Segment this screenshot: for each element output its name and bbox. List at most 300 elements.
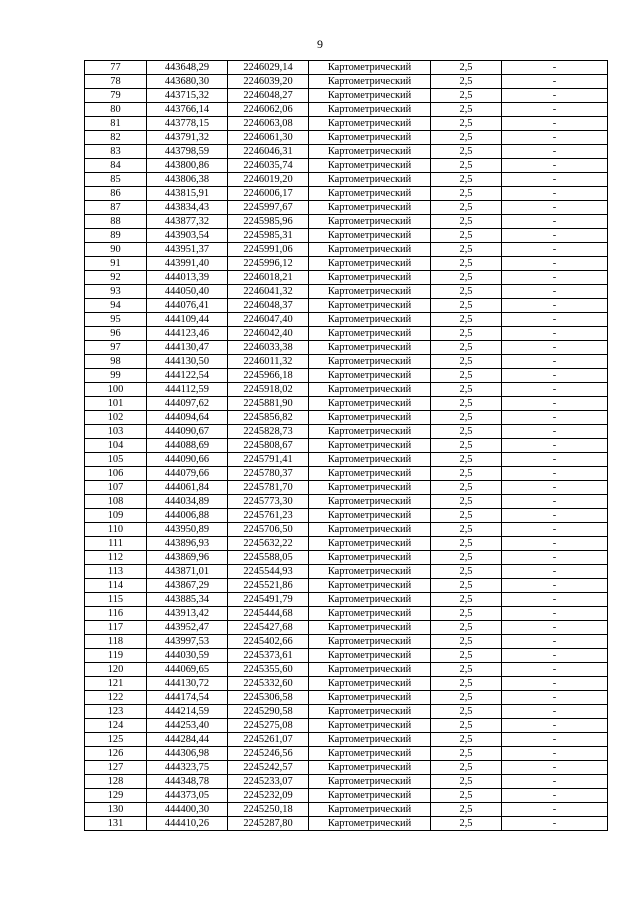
table-row [85, 89, 608, 103]
method-cell: Картометрический [309, 159, 431, 173]
method-cell: Картометрический [309, 747, 431, 761]
accuracy-cell: 2,5 [431, 215, 502, 229]
accuracy-cell: 2,5 [431, 411, 502, 425]
table-row [85, 201, 608, 215]
point-number-cell: 101 [85, 397, 147, 411]
page-number: 9 [317, 37, 323, 51]
x-coordinate-cell: 443950,89 [147, 523, 228, 537]
table-row [85, 173, 608, 187]
method-cell: Картометрический [309, 131, 431, 145]
accuracy-cell: 2,5 [431, 649, 502, 663]
method-cell: Картометрический [309, 103, 431, 117]
accuracy-cell: 2,5 [431, 313, 502, 327]
point-number-cell: 112 [85, 551, 147, 565]
point-number-cell: 113 [85, 565, 147, 579]
point-number-cell: 108 [85, 495, 147, 509]
description-cell: - [502, 355, 608, 369]
method-cell: Картометрический [309, 439, 431, 453]
method-cell: Картометрический [309, 593, 431, 607]
description-cell: - [502, 159, 608, 173]
method-cell: Картометрический [309, 607, 431, 621]
point-number-cell: 87 [85, 201, 147, 215]
table-row [85, 649, 608, 663]
x-coordinate-cell: 444122,54 [147, 369, 228, 383]
x-coordinate-cell: 443913,42 [147, 607, 228, 621]
accuracy-cell: 2,5 [431, 509, 502, 523]
table-row [85, 243, 608, 257]
y-coordinate-cell: 2245242,57 [228, 761, 309, 775]
method-cell: Картометрический [309, 201, 431, 215]
accuracy-cell: 2,5 [431, 579, 502, 593]
description-cell: - [502, 817, 608, 831]
method-cell: Картометрический [309, 257, 431, 271]
method-cell: Картометрический [309, 635, 431, 649]
x-coordinate-cell: 444097,62 [147, 397, 228, 411]
y-coordinate-cell: 2245773,30 [228, 495, 309, 509]
x-coordinate-cell: 444214,59 [147, 705, 228, 719]
accuracy-cell: 2,5 [431, 159, 502, 173]
table-row [85, 257, 608, 271]
table-row [85, 719, 608, 733]
y-coordinate-cell: 2245275,08 [228, 719, 309, 733]
point-number-cell: 78 [85, 75, 147, 89]
point-number-cell: 91 [85, 257, 147, 271]
coordinates-table [84, 60, 608, 831]
x-coordinate-cell: 443952,47 [147, 621, 228, 635]
x-coordinate-cell: 444306,98 [147, 747, 228, 761]
x-coordinate-cell: 444130,72 [147, 677, 228, 691]
table-row [85, 551, 608, 565]
point-number-cell: 106 [85, 467, 147, 481]
y-coordinate-cell: 2245997,67 [228, 201, 309, 215]
y-coordinate-cell: 2246047,40 [228, 313, 309, 327]
table-row [85, 481, 608, 495]
description-cell: - [502, 523, 608, 537]
x-coordinate-cell: 444253,40 [147, 719, 228, 733]
point-number-cell: 79 [85, 89, 147, 103]
description-cell: - [502, 243, 608, 257]
point-number-cell: 86 [85, 187, 147, 201]
method-cell: Картометрический [309, 229, 431, 243]
point-number-cell: 116 [85, 607, 147, 621]
point-number-cell: 111 [85, 537, 147, 551]
accuracy-cell: 2,5 [431, 75, 502, 89]
accuracy-cell: 2,5 [431, 145, 502, 159]
method-cell: Картометрический [309, 327, 431, 341]
method-cell: Картометрический [309, 355, 431, 369]
description-cell: - [502, 117, 608, 131]
point-number-cell: 118 [85, 635, 147, 649]
point-number-cell: 77 [85, 61, 147, 75]
point-number-cell: 121 [85, 677, 147, 691]
method-cell: Картометрический [309, 397, 431, 411]
table-row [85, 439, 608, 453]
y-coordinate-cell: 2245761,23 [228, 509, 309, 523]
point-number-cell: 124 [85, 719, 147, 733]
y-coordinate-cell: 2246061,30 [228, 131, 309, 145]
x-coordinate-cell: 444090,66 [147, 453, 228, 467]
x-coordinate-cell: 443800,86 [147, 159, 228, 173]
y-coordinate-cell: 2245881,90 [228, 397, 309, 411]
description-cell: - [502, 537, 608, 551]
x-coordinate-cell: 444030,59 [147, 649, 228, 663]
point-number-cell: 104 [85, 439, 147, 453]
point-number-cell: 89 [85, 229, 147, 243]
x-coordinate-cell: 443778,15 [147, 117, 228, 131]
method-cell: Картометрический [309, 453, 431, 467]
description-cell: - [502, 425, 608, 439]
description-cell: - [502, 229, 608, 243]
table-row [85, 537, 608, 551]
table-row [85, 677, 608, 691]
y-coordinate-cell: 2246048,37 [228, 299, 309, 313]
point-number-cell: 109 [85, 509, 147, 523]
table-row [85, 705, 608, 719]
point-number-cell: 80 [85, 103, 147, 117]
x-coordinate-cell: 444050,40 [147, 285, 228, 299]
x-coordinate-cell: 444174,54 [147, 691, 228, 705]
description-cell: - [502, 747, 608, 761]
x-coordinate-cell: 444123,46 [147, 327, 228, 341]
description-cell: - [502, 551, 608, 565]
point-number-cell: 83 [85, 145, 147, 159]
point-number-cell: 92 [85, 271, 147, 285]
description-cell: - [502, 761, 608, 775]
table-row [85, 425, 608, 439]
x-coordinate-cell: 443648,29 [147, 61, 228, 75]
method-cell: Картометрический [309, 271, 431, 285]
description-cell: - [502, 593, 608, 607]
accuracy-cell: 2,5 [431, 439, 502, 453]
accuracy-cell: 2,5 [431, 341, 502, 355]
accuracy-cell: 2,5 [431, 131, 502, 145]
y-coordinate-cell: 2245985,31 [228, 229, 309, 243]
y-coordinate-cell: 2246062,06 [228, 103, 309, 117]
description-cell: - [502, 775, 608, 789]
description-cell: - [502, 565, 608, 579]
table-row [85, 775, 608, 789]
description-cell: - [502, 145, 608, 159]
method-cell: Картометрический [309, 75, 431, 89]
table-row [85, 369, 608, 383]
method-cell: Картометрический [309, 495, 431, 509]
method-cell: Картометрический [309, 173, 431, 187]
accuracy-cell: 2,5 [431, 607, 502, 621]
accuracy-cell: 2,5 [431, 733, 502, 747]
y-coordinate-cell: 2245261,07 [228, 733, 309, 747]
method-cell: Картометрический [309, 383, 431, 397]
table-row [85, 285, 608, 299]
description-cell: - [502, 201, 608, 215]
y-coordinate-cell: 2246046,31 [228, 145, 309, 159]
accuracy-cell: 2,5 [431, 453, 502, 467]
y-coordinate-cell: 2246018,21 [228, 271, 309, 285]
method-cell: Картометрический [309, 817, 431, 831]
method-cell: Картометрический [309, 803, 431, 817]
method-cell: Картометрический [309, 145, 431, 159]
y-coordinate-cell: 2245427,68 [228, 621, 309, 635]
description-cell: - [502, 299, 608, 313]
accuracy-cell: 2,5 [431, 495, 502, 509]
method-cell: Картометрический [309, 691, 431, 705]
x-coordinate-cell: 444109,44 [147, 313, 228, 327]
table-row [85, 103, 608, 117]
method-cell: Картометрический [309, 649, 431, 663]
point-number-cell: 127 [85, 761, 147, 775]
method-cell: Картометрический [309, 677, 431, 691]
description-cell: - [502, 411, 608, 425]
accuracy-cell: 2,5 [431, 369, 502, 383]
table-row [85, 467, 608, 481]
accuracy-cell: 2,5 [431, 397, 502, 411]
y-coordinate-cell: 2246039,20 [228, 75, 309, 89]
description-cell: - [502, 733, 608, 747]
point-number-cell: 117 [85, 621, 147, 635]
description-cell: - [502, 383, 608, 397]
point-number-cell: 123 [85, 705, 147, 719]
x-coordinate-cell: 444079,66 [147, 467, 228, 481]
accuracy-cell: 2,5 [431, 187, 502, 201]
method-cell: Картометрический [309, 789, 431, 803]
point-number-cell: 129 [85, 789, 147, 803]
description-cell: - [502, 495, 608, 509]
y-coordinate-cell: 2245373,61 [228, 649, 309, 663]
method-cell: Картометрический [309, 341, 431, 355]
table-row [85, 75, 608, 89]
point-number-cell: 90 [85, 243, 147, 257]
method-cell: Картометрический [309, 369, 431, 383]
method-cell: Картометрический [309, 551, 431, 565]
method-cell: Картометрический [309, 215, 431, 229]
x-coordinate-cell: 443791,32 [147, 131, 228, 145]
coordinates-table-body [85, 61, 608, 831]
x-coordinate-cell: 443715,32 [147, 89, 228, 103]
accuracy-cell: 2,5 [431, 285, 502, 299]
method-cell: Картометрический [309, 509, 431, 523]
y-coordinate-cell: 2245588,05 [228, 551, 309, 565]
method-cell: Картометрический [309, 61, 431, 75]
description-cell: - [502, 285, 608, 299]
table-row [85, 803, 608, 817]
x-coordinate-cell: 443806,38 [147, 173, 228, 187]
table-row [85, 145, 608, 159]
x-coordinate-cell: 444130,47 [147, 341, 228, 355]
point-number-cell: 128 [85, 775, 147, 789]
y-coordinate-cell: 2245232,09 [228, 789, 309, 803]
x-coordinate-cell: 444076,41 [147, 299, 228, 313]
accuracy-cell: 2,5 [431, 271, 502, 285]
table-row [85, 271, 608, 285]
description-cell: - [502, 439, 608, 453]
point-number-cell: 95 [85, 313, 147, 327]
table-row [85, 663, 608, 677]
point-number-cell: 94 [85, 299, 147, 313]
description-cell: - [502, 215, 608, 229]
accuracy-cell: 2,5 [431, 775, 502, 789]
accuracy-cell: 2,5 [431, 621, 502, 635]
y-coordinate-cell: 2246019,20 [228, 173, 309, 187]
method-cell: Картометрический [309, 523, 431, 537]
table-row [85, 579, 608, 593]
point-number-cell: 97 [85, 341, 147, 355]
x-coordinate-cell: 444088,69 [147, 439, 228, 453]
y-coordinate-cell: 2245808,67 [228, 439, 309, 453]
y-coordinate-cell: 2245828,73 [228, 425, 309, 439]
method-cell: Картометрический [309, 299, 431, 313]
accuracy-cell: 2,5 [431, 383, 502, 397]
accuracy-cell: 2,5 [431, 663, 502, 677]
accuracy-cell: 2,5 [431, 61, 502, 75]
table-row [85, 341, 608, 355]
method-cell: Картометрический [309, 761, 431, 775]
point-number-cell: 85 [85, 173, 147, 187]
accuracy-cell: 2,5 [431, 635, 502, 649]
x-coordinate-cell: 444061,84 [147, 481, 228, 495]
accuracy-cell: 2,5 [431, 467, 502, 481]
x-coordinate-cell: 444094,64 [147, 411, 228, 425]
point-number-cell: 122 [85, 691, 147, 705]
description-cell: - [502, 635, 608, 649]
y-coordinate-cell: 2245290,58 [228, 705, 309, 719]
x-coordinate-cell: 443991,40 [147, 257, 228, 271]
y-coordinate-cell: 2246042,40 [228, 327, 309, 341]
method-cell: Картометрический [309, 285, 431, 299]
method-cell: Картометрический [309, 467, 431, 481]
table-row [85, 299, 608, 313]
x-coordinate-cell: 443766,14 [147, 103, 228, 117]
y-coordinate-cell: 2245791,41 [228, 453, 309, 467]
accuracy-cell: 2,5 [431, 789, 502, 803]
point-number-cell: 81 [85, 117, 147, 131]
table-row [85, 621, 608, 635]
description-cell: - [502, 89, 608, 103]
accuracy-cell: 2,5 [431, 593, 502, 607]
point-number-cell: 100 [85, 383, 147, 397]
y-coordinate-cell: 2246029,14 [228, 61, 309, 75]
accuracy-cell: 2,5 [431, 103, 502, 117]
x-coordinate-cell: 443869,96 [147, 551, 228, 565]
accuracy-cell: 2,5 [431, 761, 502, 775]
y-coordinate-cell: 2246035,74 [228, 159, 309, 173]
x-coordinate-cell: 444284,44 [147, 733, 228, 747]
description-cell: - [502, 803, 608, 817]
x-coordinate-cell: 443903,54 [147, 229, 228, 243]
y-coordinate-cell: 2246011,32 [228, 355, 309, 369]
y-coordinate-cell: 2245706,50 [228, 523, 309, 537]
table-row [85, 117, 608, 131]
method-cell: Картометрический [309, 313, 431, 327]
accuracy-cell: 2,5 [431, 537, 502, 551]
description-cell: - [502, 397, 608, 411]
description-cell: - [502, 131, 608, 145]
description-cell: - [502, 789, 608, 803]
table-row [85, 789, 608, 803]
y-coordinate-cell: 2245287,80 [228, 817, 309, 831]
accuracy-cell: 2,5 [431, 243, 502, 257]
y-coordinate-cell: 2245332,60 [228, 677, 309, 691]
x-coordinate-cell: 443834,43 [147, 201, 228, 215]
point-number-cell: 84 [85, 159, 147, 173]
point-number-cell: 105 [85, 453, 147, 467]
point-number-cell: 93 [85, 285, 147, 299]
point-number-cell: 103 [85, 425, 147, 439]
method-cell: Картометрический [309, 425, 431, 439]
description-cell: - [502, 187, 608, 201]
description-cell: - [502, 621, 608, 635]
method-cell: Картометрический [309, 537, 431, 551]
accuracy-cell: 2,5 [431, 173, 502, 187]
method-cell: Картометрический [309, 663, 431, 677]
point-number-cell: 115 [85, 593, 147, 607]
y-coordinate-cell: 2245306,58 [228, 691, 309, 705]
x-coordinate-cell: 443680,30 [147, 75, 228, 89]
point-number-cell: 125 [85, 733, 147, 747]
y-coordinate-cell: 2246033,38 [228, 341, 309, 355]
x-coordinate-cell: 444410,26 [147, 817, 228, 831]
y-coordinate-cell: 2246006,17 [228, 187, 309, 201]
method-cell: Картометрический [309, 117, 431, 131]
x-coordinate-cell: 444112,59 [147, 383, 228, 397]
accuracy-cell: 2,5 [431, 229, 502, 243]
table-row [85, 691, 608, 705]
x-coordinate-cell: 443871,01 [147, 565, 228, 579]
description-cell: - [502, 705, 608, 719]
description-cell: - [502, 173, 608, 187]
point-number-cell: 120 [85, 663, 147, 677]
point-number-cell: 130 [85, 803, 147, 817]
x-coordinate-cell: 444034,89 [147, 495, 228, 509]
method-cell: Картометрический [309, 621, 431, 635]
method-cell: Картометрический [309, 411, 431, 425]
table-row [85, 495, 608, 509]
table-row [85, 747, 608, 761]
accuracy-cell: 2,5 [431, 719, 502, 733]
y-coordinate-cell: 2245402,66 [228, 635, 309, 649]
description-cell: - [502, 61, 608, 75]
point-number-cell: 110 [85, 523, 147, 537]
point-number-cell: 99 [85, 369, 147, 383]
description-cell: - [502, 103, 608, 117]
point-number-cell: 114 [85, 579, 147, 593]
table-row [85, 523, 608, 537]
accuracy-cell: 2,5 [431, 677, 502, 691]
method-cell: Картометрический [309, 89, 431, 103]
table-row [85, 733, 608, 747]
y-coordinate-cell: 2245491,79 [228, 593, 309, 607]
accuracy-cell: 2,5 [431, 355, 502, 369]
accuracy-cell: 2,5 [431, 565, 502, 579]
description-cell: - [502, 313, 608, 327]
table-row [85, 229, 608, 243]
accuracy-cell: 2,5 [431, 523, 502, 537]
point-number-cell: 96 [85, 327, 147, 341]
y-coordinate-cell: 2245233,07 [228, 775, 309, 789]
point-number-cell: 88 [85, 215, 147, 229]
description-cell: - [502, 649, 608, 663]
x-coordinate-cell: 444373,05 [147, 789, 228, 803]
description-cell: - [502, 369, 608, 383]
table-row [85, 313, 608, 327]
table-row [85, 159, 608, 173]
method-cell: Картометрический [309, 565, 431, 579]
y-coordinate-cell: 2245355,60 [228, 663, 309, 677]
description-cell: - [502, 663, 608, 677]
accuracy-cell: 2,5 [431, 747, 502, 761]
accuracy-cell: 2,5 [431, 551, 502, 565]
table-row [85, 411, 608, 425]
y-coordinate-cell: 2246063,08 [228, 117, 309, 131]
table-row [85, 817, 608, 831]
